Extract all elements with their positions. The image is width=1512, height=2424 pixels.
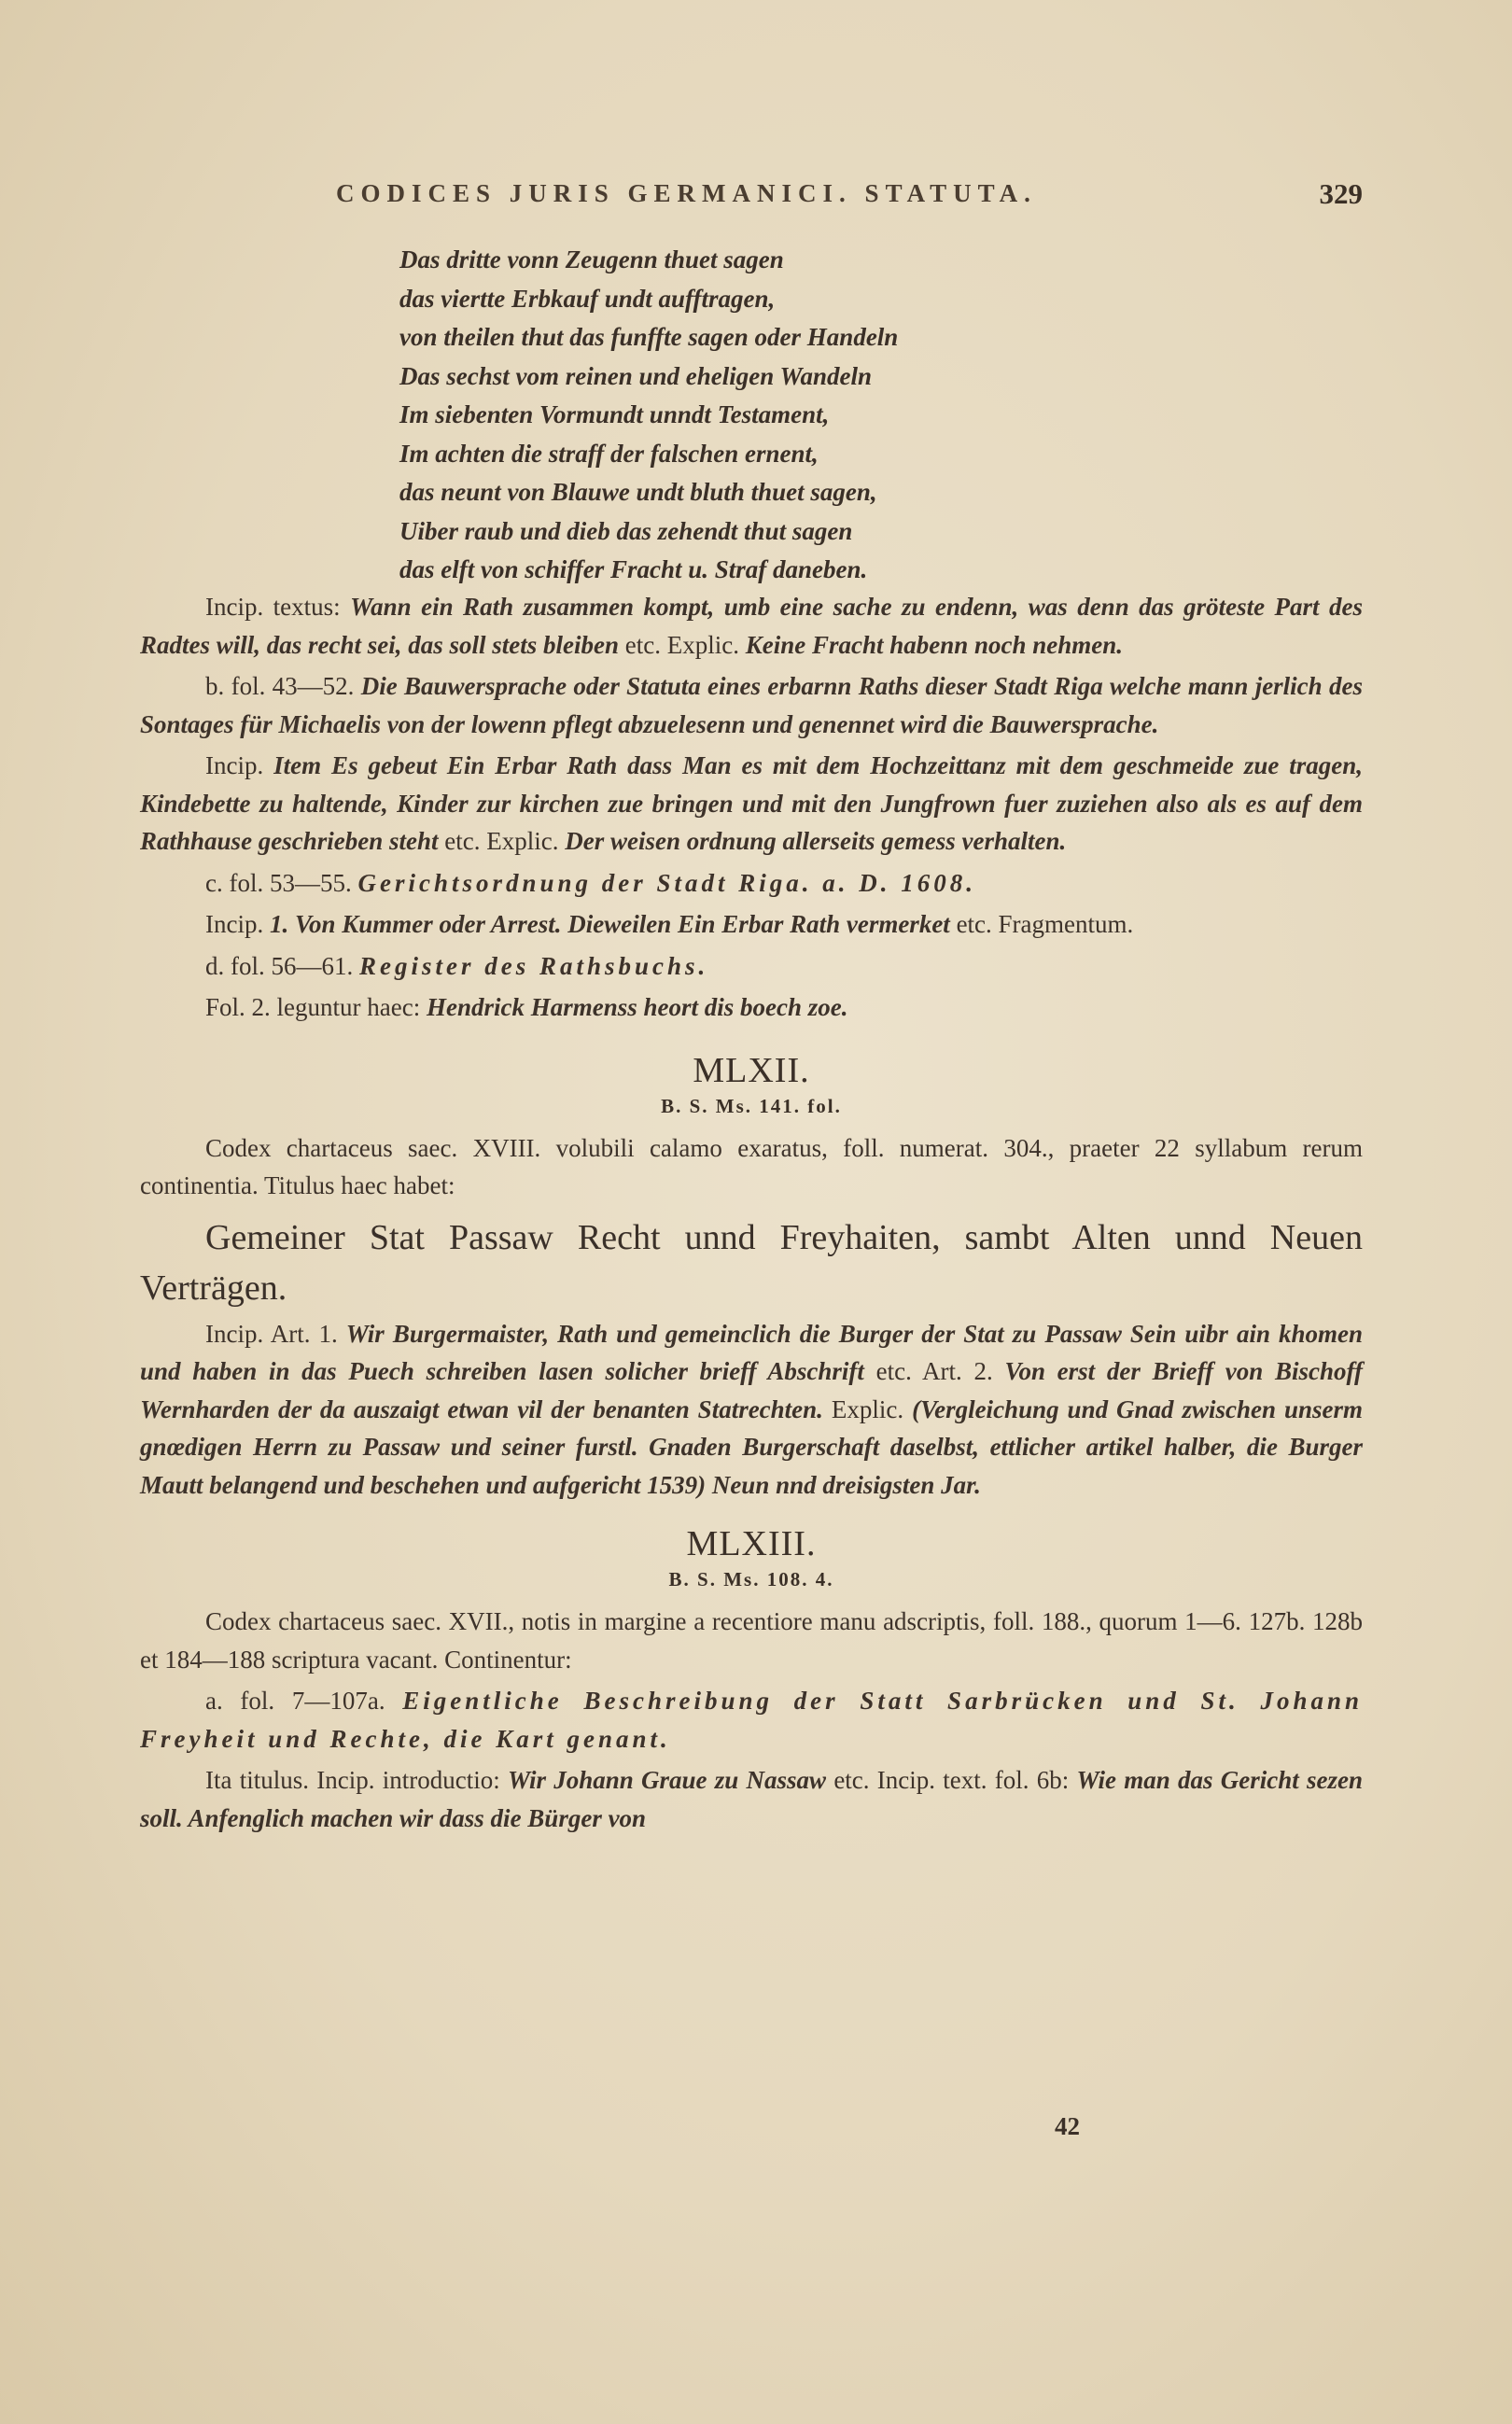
roman-text: Incip. textus: [205,593,341,621]
verse-line: das viertte Erbkauf undt aufftragen, [399,284,776,313]
italic-quote: Der weisen ordnung allerseits gemess verhalten. [565,827,1067,855]
verse-line: das elft von schiffer Fracht u. Straf daneben. [399,555,868,583]
page-number: 329 [1319,177,1363,210]
italic-quote: (Vergleichung und Gnad zwischen unserm gnœdigen Herrn zu Passaw und seiner furstl. Gnaden Burgerschaft daselbst, ettlicher artikel halber, die Burger Mautt belangend und beschehen und aufgericht 1539) Neun nnd dreisigsten Jar. [140,1394,1364,1499]
section-heading: MLXII. [693,1050,810,1090]
verse-line: das neunt von Blauwe undt bluth thuet sagen, [399,478,877,506]
italic-quote: Wie man das Gericht sezen soll. Anfenglich machen wir dass die Bürger von [140,1766,1363,1832]
roman-text: etc. Explic. [624,630,739,659]
roman-text: Fol. 2. leguntur haec: [205,993,421,1021]
roman-text: Incip. Art. 1. [205,1319,338,1348]
item-ref: a. fol. 7—107a. [205,1687,385,1715]
verse-line: Im achten die straff der falschen ernent, [399,439,819,468]
roman-text: Ita titulus. Incip. introductio: [205,1766,500,1794]
paragraph-incipit [140,905,1363,944]
italic-quote: Von erst der Brieff von Bischoff Wernharden der da auszaigt etwan vil der benanten Statrechten. [140,1357,1363,1423]
roman-text: etc. Fragmentum. [956,910,1134,938]
verse-line: Im siebenten Vormundt unndt Testament, [399,400,830,428]
paragraph-item-c [140,864,1363,903]
paragraph-description: Codex chartaceus saec. XVIII. volubili calamo exaratus, foll. numerat. 304., praeter 22 syllabum rerum continentia. Titulus haec habet: [140,1133,1363,1199]
italic-quote: Hendrick Harmenss heort dis boech zoe. [426,993,848,1021]
paragraph-item-d [140,947,1363,986]
paragraph-item-a [140,1682,1363,1758]
verse-line: von theilen thut das funffte sagen oder Handeln [399,323,899,351]
running-title: CODICES JURIS GERMANICI. STATUTA. [336,179,1037,207]
paragraph-incipit [140,1315,1363,1505]
roman-text: etc. Art. 2. [875,1357,993,1385]
paragraph-description: Codex chartaceus saec. XVII., notis in margine a recentiore manu adscriptis, foll. 188., quorum 1—6. 127b. 128b et 184—188 scriptura vacant. Continentur: [140,1607,1363,1674]
italic-quote: Wir Burgermaister, Rath und gemeinclich die Burger der Stat zu Passaw Sein uibr ain khomen und haben in das Puech schreiben lasen solicher brieff Abschrift [140,1319,1363,1385]
paragraph-incipit [140,747,1363,861]
item-ref: d. fol. 56—61. [205,951,354,980]
verse-line: Das sechst vom reinen und eheligen Wandeln [399,361,873,390]
italic-title: Die Bauwersprache oder Statuta eines erbarnn Raths dieser Stadt Riga welche mann jerlich des Sontages für Michaelis von der lowenn pflegt abzuelesenn und genennet wird die Bauwersprache. [140,672,1363,738]
roman-text: Incip. [205,910,264,938]
verse-block [399,241,1239,590]
body-text [140,588,1363,1837]
italic-quote: 1. Von Kummer oder Arrest. Dieweilen Ein Erbar Rath vermerket [269,910,950,938]
paragraph-fol2 [140,988,1363,1027]
italic-quote: Item Es gebeut Ein Erbar Rath dass Man es mit dem Hochzeittanz mit dem geschmeide zue tragen, Kindebette zu haltende, Kinder zur kirchen zue bringen und mit den Jungfrown fuer zuziehen also als es auf dem Rathhause geschrieben steht [140,751,1363,855]
paragraph-item-b [140,667,1363,743]
item-ref: c. fol. 53—55. [205,868,352,897]
roman-text: Incip. [205,751,264,779]
roman-text: Explic. [831,1394,904,1423]
item-ref: b. fol. 43—52. [205,672,355,700]
paragraph-incipit [140,1761,1363,1837]
italic-title: Gerichtsordnung der Stadt Riga. a. D. 1608. [357,868,977,897]
codex-title: Gemeiner Stat Passaw Recht unnd Freyhaiten, sambt Alten unnd Neuen Verträgen. [140,1217,1363,1308]
italic-title: Eigentliche Beschreibung der Statt Sarbrücken und St. Johann Freyheit und Rechte, die Kart genant. [140,1687,1363,1753]
roman-text: etc. Explic. [444,827,559,855]
running-head [336,179,1363,217]
italic-quote: Wann ein Rath zusammen kompt, umb eine sache zu endenn, was denn das gröteste Part des Radtes will, das recht sei, das soll stets bleiben [140,593,1363,659]
italic-quote: Keine Fracht habenn noch nehmen. [745,630,1124,659]
italic-quote: Wir Johann Graue zu Nassaw [507,1766,827,1794]
shelfmark: B. S. Ms. 108. 4. [668,1568,834,1590]
verse-line: Das dritte vonn Zeugenn thuet sagen [399,245,784,273]
shelfmark: B. S. Ms. 141. fol. [661,1094,842,1117]
roman-text: etc. Incip. text. fol. 6b: [833,1766,1070,1794]
verse-line: Uiber raub und dieb das zehendt thut sagen [399,516,853,545]
section-heading: MLXIII. [686,1524,817,1563]
italic-title: Register des Rathsbuchs. [359,951,709,980]
paragraph-incipit [140,588,1363,664]
signature-mark: 42 [1055,2112,1080,2140]
